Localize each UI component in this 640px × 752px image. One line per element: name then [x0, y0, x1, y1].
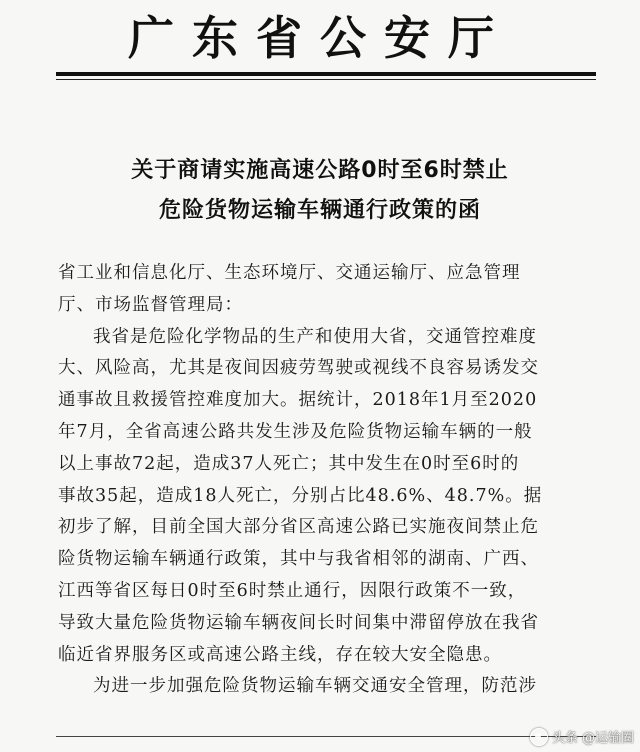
document-title-line-1: 关于商请实施高速公路0时至6时禁止	[131, 158, 509, 183]
addressee-line: 省工业和信息化厅、生态环境厅、交通运输厅、应急管理	[58, 263, 521, 283]
body-line: 临近省界服务区或高速公路主线，存在较大安全隐患。	[58, 644, 502, 665]
body-line: 年7月，全省高速公路共发生涉及危险货物运输车辆的一般	[58, 421, 533, 442]
body-line: 江西等省区每日0时至6时禁止通行，因限行政策不一致，	[58, 580, 527, 601]
body-line: 大、风险高，尤其是夜间因疲劳驾驶或视线不良容易诱发交	[58, 358, 539, 379]
body-line: 险货物运输车辆通行政策，其中与我省相邻的湖南、广西、	[58, 549, 539, 570]
addressee-line: 厅、市场监督管理局：	[58, 294, 243, 315]
agency-letterhead: 广东省公安厅	[128, 11, 512, 65]
document-body	[58, 258, 594, 703]
body-line: 事故35起，造成18人死亡，分别占比48.6%、48.7%。据	[58, 485, 543, 506]
body-line: 通事故且救援管控难度加大。据统计，2018年1月至2020	[58, 390, 538, 411]
source-watermark	[530, 727, 634, 746]
watermark-text: 头条 @运输圈	[551, 731, 634, 746]
document-title-line-2: 危险货物运输车辆通行政策的函	[158, 198, 481, 223]
body-line: 为进一步加强危险货物运输车辆交通安全管理，防范涉	[93, 676, 537, 697]
body-line: 初步了解，目前全国大部分省区高速公路已实施夜间禁止危	[58, 517, 539, 538]
letterhead-thick-rule	[56, 72, 596, 76]
platform-logo-icon	[530, 728, 548, 746]
letterhead-thin-rule	[56, 79, 596, 80]
body-line: 我省是危险化学物品的生产和使用大省，交通管控难度	[93, 326, 537, 347]
page-bottom-rule	[56, 736, 596, 737]
body-line: 导致大量危险货物运输车辆夜间长时间集中滞留停放在我省	[58, 612, 539, 633]
body-line: 以上事故72起，造成37人死亡；其中发生在0时至6时的	[58, 453, 520, 474]
